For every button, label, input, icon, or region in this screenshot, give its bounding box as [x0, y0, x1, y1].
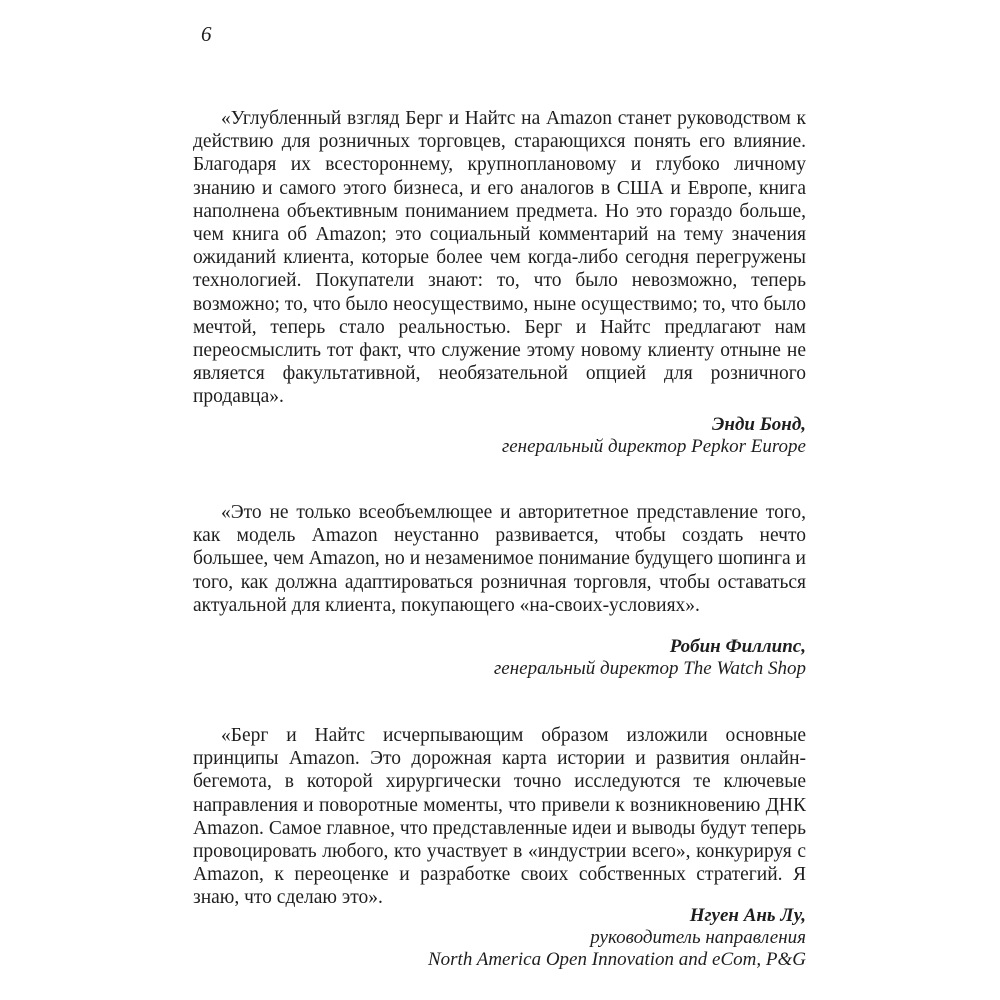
- endorsement-quote-3: «Берг и Найтс исчерпывающим образом изложили основные принципы Amazon. Это дорожная карта истории и развития онлайн-бегемота, в которой хирургически точно исследуются те ключевые направления и поворотные моменты, что привели к возникновению ДНК Amazon. Самое главное, что представленные идеи и выводы будут теперь провоцировать любого, кто участвует в «индустрии всего», конкурируя с Amazon, к переоценке и разработке своих собственных стратегий. Я знаю, что сделаю это».: [193, 725, 806, 909]
- attribution-author-role: генеральный директор The Watch Shop: [493, 658, 806, 679]
- page-number: 6: [201, 22, 212, 46]
- attribution-author-name: Робин Филлипс,: [669, 636, 806, 657]
- endorsement-attribution-3: [193, 905, 806, 971]
- attribution-author-role-line2: North America Open Innovation and eCom, P&G: [427, 949, 806, 970]
- endorsement-attribution-1: [193, 414, 806, 458]
- attribution-author-role: руководитель направления: [590, 927, 806, 948]
- attribution-author-role: генеральный директор Pepkor Europe: [501, 436, 806, 457]
- endorsement-quote-2: «Это не только всеобъемлющее и авторитетное представление того, как модель Amazon неустанно развивается, чтобы создать нечто большее, чем Amazon, но и незаменимое понимание будущего шопинга и того, как должна адаптироваться розничная торговля, чтобы оставаться актуальной для клиента, покупающего «на-своих-условиях».: [193, 502, 806, 616]
- attribution-author-name: Энди Бонд,: [712, 414, 806, 435]
- attribution-author-name: Нгуен Ань Лу,: [689, 905, 806, 926]
- endorsement-attribution-2: [193, 636, 806, 680]
- endorsement-quote-1: «Углубленный взгляд Берг и Найтс на Amazon станет руководством к действию для розничных торговцев, старающихся понять его влияние. Благодаря их всестороннему, крупноплановому и глубоко личному знанию и самого этого бизнеса, и его аналогов в США и Европе, книга наполнена объективным пониманием предмета. Но это гораздо больше, чем книга об Amazon; это социальный комментарий на тему значения ожиданий клиента, которые более чем когда-либо сегодня перегружены технологией. Покупатели знают: то, что было невозможно, теперь возможно; то, что было неосуществимо, ныне осуществимо; то, что было мечтой, теперь стало реальностью. Берг и Найтс предлагают нам переосмыслить тот факт, что служение этому новому клиенту отныне не является факультативной, необязательной опцией для розничного продавца».: [193, 108, 806, 408]
